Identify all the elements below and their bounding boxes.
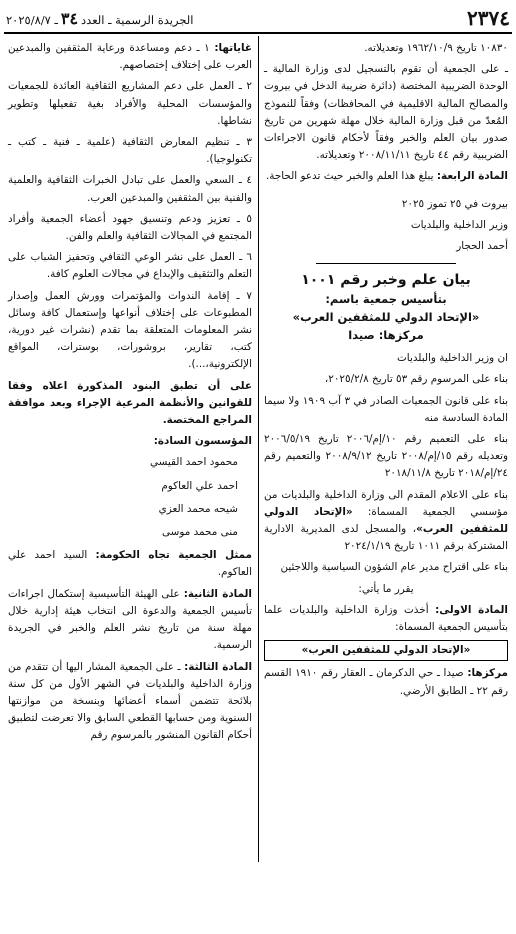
signature-place: بيروت في ٢٥ تموز ٢٠٢٥ [401, 197, 508, 210]
condition-clause: على أن تطبق البنود المذكورة اعلاه وفقا للقوانين والأنظمة المرعية الإجراء وبعد موافقة المراجع المختصة. [8, 379, 252, 427]
article-one [264, 602, 508, 636]
issue-date: ـ ٢٠٢٥/٨/٧ [6, 12, 58, 27]
article-two [8, 586, 252, 655]
founders-label: المؤسسون السادة: [153, 435, 252, 448]
paragraph: ١٠٨٣٠ تاريخ ١٩٦٢/١٠/٩ وتعديلاته. [364, 42, 508, 54]
association-name-inline: «الإتحاد الدولي للمثقفين العرب» [264, 505, 508, 536]
issue-prefix: الجريدة الرسمية ـ العدد [81, 12, 194, 27]
government-representative [8, 547, 252, 581]
article-text: على الهيئة التأسيسية إستكمال اجراءات تأسيس الجمعية والدعوة الى انتخاب هيئة إدارية خلال مهلة سنة من تاريخ نشر العلم والخبر في الجريدة الرسمية. [8, 587, 252, 652]
recital: بناء على الاعلام المقدم الى وزارة الداخلية والبلديات من مؤسسي الجمعية المسماة: «الإتحاد الدولي للمثقفين العرب»، والمسجل لدى المديرية الادارية المشتركة برقم ١٠١١ تاريخ ٢٠٢٤/١/١٩ [264, 488, 508, 553]
founder-name: احمد علي العاكوم [161, 479, 238, 492]
association-name-box: «الإتحاد الدولي للمثقفين العرب» [264, 640, 508, 661]
recital: بناء على التعميم رقم ١٠/إم/٢٠٠٦ تاريخ ٢٠٠٦/٥/١٩ وتعديله رقم ١٥/إم/٢٠٠٨ تاريخ ٢٠٠٨/٩/١٢ والتعميم رقم ٢٤/إم/٢٠١٨ تاريخ ٢٠١٨/١١/٨ [264, 433, 509, 480]
goal-item: ٤ ـ السعي والعمل على تبادل الخبرات الثقافية والعلمية والفنية بين المثقفين والمبدعين العرب. [8, 174, 252, 204]
article-three [8, 659, 252, 745]
left-column [8, 40, 252, 749]
goal-item: غاياتها: ١ ـ دعم ومساعدة ورعاية المثقفين والمبدعين العرب على إختلاف إختصاصهم. [8, 42, 252, 72]
minister-line: ان وزير الداخلية والبلديات [397, 352, 508, 365]
right-column [264, 40, 508, 704]
article-label: المادة الثانية: [183, 587, 252, 600]
founder-name: منى محمد موسى [161, 526, 238, 539]
founders-list [8, 454, 252, 541]
rep-label: ممثل الجمعية تجاه الحكومة: [95, 549, 252, 562]
goal-item: ٧ ـ إقامة الندوات والمؤتمرات وورش العمل وإصدار المطبوعات على إختلاف أنواعها وإستعمال كافة وسائل نشر المعلومات المتعلقة بما تقدم (نشرات غير دورية، كتب، تقارير، بروشورات، بوسترات، المواقع الإلكترونية،...). [8, 289, 252, 371]
header-rule [4, 32, 512, 34]
column-divider [258, 36, 259, 862]
hq-label: مركزها: [467, 667, 508, 680]
paragraph: ـ على الجمعية أن تقوم بالتسجيل لدى وزارة المالية ـ الوحدة الضريبية المختصة (دائرة ضريبة الدخل في بيروت والمصالح المالية الاقليمية في المحافظات) وفقاً للنموذج المُعدّ من قبل وزارة المالية خلال مهلة شهرين من تاريخ صدور بيان العلم والخبر وفقاً لأحكام قانون الاجراءات الضريبية رقم ٤٤ تاريخ ٢٠٠٨/١١/١١ وتعديلاته. [264, 63, 508, 162]
article-text: يبلغ هذا العلم والخبر حيث تدعو الحاجة. [265, 170, 437, 183]
association-name-heading: «الإتحاد الدولي للمثقفين العرب» [292, 310, 480, 325]
signature-name: أحمد الحجار [456, 240, 508, 253]
goal-item: ٢ ـ العمل على دعم المشاريع الثقافية العائدة للجمعيات والمؤسسات المحلية والأفراد بغية تفعيلها وتطوير نشاطها. [8, 80, 252, 127]
page-header [6, 6, 510, 30]
article-text: أخذت وزارة الداخلية والبلديات علما بتأسيس الجمعية المسماة: [264, 603, 508, 634]
article-text: ـ على الجمعية المشار اليها أن تتقدم من وزارة الداخلية والبلديات في الشهر الأول من كل سنة بلائحة تتضمن أسماء أعضائها وبنسخة من موازنتها السنوية ومن حسابها القطعي السابق والا تعرضت لتطبيق أحكام القانون المنشور بالمرسوم رقم [8, 660, 252, 742]
issue-number: ٣٤ [60, 8, 79, 28]
announcement-subtitle: بتأسيس جمعية باسم: [325, 292, 447, 307]
goal-item: ٦ ـ العمل على نشر الوعي الثقافي وتحفيز الشباب على التعلم والتثقيف والإبداع في مجالات العلوم كافة. [8, 251, 252, 281]
goal-item: ٥ ـ تعزيز ودعم وتنسيق جهود أعضاء الجمعية وأفراد المجتمع في المجالات الثقافية والعلم والفن. [8, 212, 252, 243]
association-hq-heading: مركزها: صيدا [348, 328, 424, 343]
goal-item: ٣ ـ تنظيم المعارض الثقافية (علمية ـ فنية ـ كتب ـ تكنولوجيا). [8, 136, 252, 166]
announcement-title: بيان علم وخبر رقم ١٠٠١ [301, 272, 471, 289]
decision-line: يقرر ما يأتي: [358, 582, 414, 595]
recital: بناء على قانون الجمعيات الصادر في ٣ آب ١٩٠٩ ولا سيما المادة السادسة منه [264, 394, 508, 424]
article-four [264, 168, 508, 185]
rep-text: السيد احمد علي العاكوم. [8, 549, 252, 579]
issue-info [6, 9, 193, 28]
headquarters [264, 665, 508, 699]
article-label: المادة الثالثة: [184, 660, 253, 673]
article-label: المادة الرابعة: [436, 170, 508, 183]
founder-name: شيحه محمد العزي [158, 502, 238, 515]
goals-label: غاياتها: [214, 42, 252, 54]
recital: بناء على المرسوم رقم ٥٣ تاريخ ٢٠٢٥/٢/٨، [324, 373, 508, 386]
recital: بناء على اقتراح مدير عام الشؤون السياسية واللاجئين [280, 561, 508, 574]
section-separator [316, 263, 456, 264]
founder-name: محمود احمد القيسي [149, 456, 238, 469]
signature-title: وزير الداخلية والبلديات [410, 218, 508, 231]
article-label: المادة الاولى: [435, 603, 508, 616]
hq-text: صيدا ـ حي الدكرمان ـ العقار رقم ١٩١٠ القسم رقم ٢٢ ـ الطابق الأرضي. [264, 667, 508, 697]
page-number: ٢٣٧٤ [467, 6, 510, 30]
